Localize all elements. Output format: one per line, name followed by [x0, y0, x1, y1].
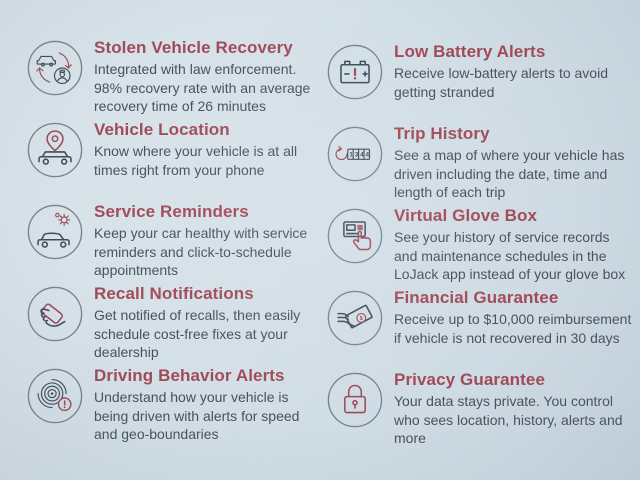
- feature-row: [26, 365, 326, 446]
- low-battery-alerts-icon: [326, 43, 384, 101]
- feature-description: Keep your car healthy with service reminders and click-to-schedule appointments: [94, 225, 308, 278]
- feature-description: Integrated with law enforcement. 98% recovery rate with an average recovery time of 26 minutes: [94, 61, 311, 114]
- feature-row: [26, 37, 326, 118]
- feature-title: Service Reminders: [94, 202, 249, 221]
- service-reminders-icon: [26, 203, 84, 261]
- feature-row: [26, 119, 326, 200]
- svg-text:4: 4: [365, 151, 370, 159]
- driving-behavior-alerts-icon: [26, 367, 84, 425]
- feature-description: Understand how your vehicle is being driven with alerts for speed and geo-boundaries: [94, 389, 300, 442]
- feature-text: [94, 119, 326, 179]
- svg-text:$: $: [359, 315, 363, 322]
- feature-row: [326, 41, 634, 122]
- feature-title: Low Battery Alerts: [394, 42, 546, 61]
- feature-text: [94, 283, 326, 362]
- feature-text: [94, 37, 326, 116]
- privacy-guarantee-icon: [326, 371, 384, 429]
- svg-text:1: 1: [349, 151, 353, 159]
- feature-row: [326, 287, 634, 368]
- feature-text: [394, 369, 634, 448]
- feature-description: Receive low-battery alerts to avoid getting stranded: [394, 65, 608, 100]
- feature-description: Know where your vehicle is at all times right from your phone: [94, 143, 298, 178]
- stolen-vehicle-recovery-icon: [26, 39, 84, 97]
- feature-title: Recall Notifications: [94, 284, 254, 303]
- feature-title: Trip History: [394, 124, 490, 143]
- feature-description: Receive up to $10,000 reimbursement if vehicle is not recovered in 30 days: [394, 311, 632, 346]
- feature-row: [26, 283, 326, 364]
- feature-row: [326, 123, 634, 204]
- recall-notifications-icon: [26, 285, 84, 343]
- feature-row: [26, 201, 326, 282]
- feature-title: Financial Guarantee: [394, 288, 559, 307]
- feature-text: [94, 365, 326, 444]
- feature-description: See your history of service records and maintenance schedules in the LoJack app instead of your glove box: [394, 229, 626, 282]
- feature-description: Your data stays private. You control who sees location, history, alerts and more: [394, 393, 623, 446]
- feature-title: Virtual Glove Box: [394, 206, 538, 225]
- features-column-left: [26, 37, 326, 480]
- feature-text: [94, 201, 326, 280]
- svg-text:3: 3: [354, 151, 359, 159]
- trip-history-icon: [326, 125, 384, 183]
- feature-description: Get notified of recalls, then easily schedule cost-free fixes at your dealership: [94, 307, 301, 360]
- feature-title: Privacy Guarantee: [394, 370, 546, 389]
- feature-row: [326, 369, 634, 450]
- feature-text: [394, 205, 634, 284]
- features-column-right: [326, 37, 634, 480]
- financial-guarantee-icon: [326, 289, 384, 347]
- feature-text: [394, 123, 634, 202]
- feature-text: [394, 287, 634, 347]
- feature-description: See a map of where your vehicle has driven including the date, time and length of each trip: [394, 147, 625, 200]
- svg-text:4: 4: [360, 151, 364, 159]
- feature-title: Stolen Vehicle Recovery: [94, 38, 293, 57]
- vehicle-location-icon: [26, 121, 84, 179]
- feature-row: [326, 205, 634, 286]
- feature-title: Vehicle Location: [94, 120, 230, 139]
- feature-text: [394, 41, 634, 101]
- virtual-glove-box-icon: [326, 207, 384, 265]
- feature-title: Driving Behavior Alerts: [94, 366, 285, 385]
